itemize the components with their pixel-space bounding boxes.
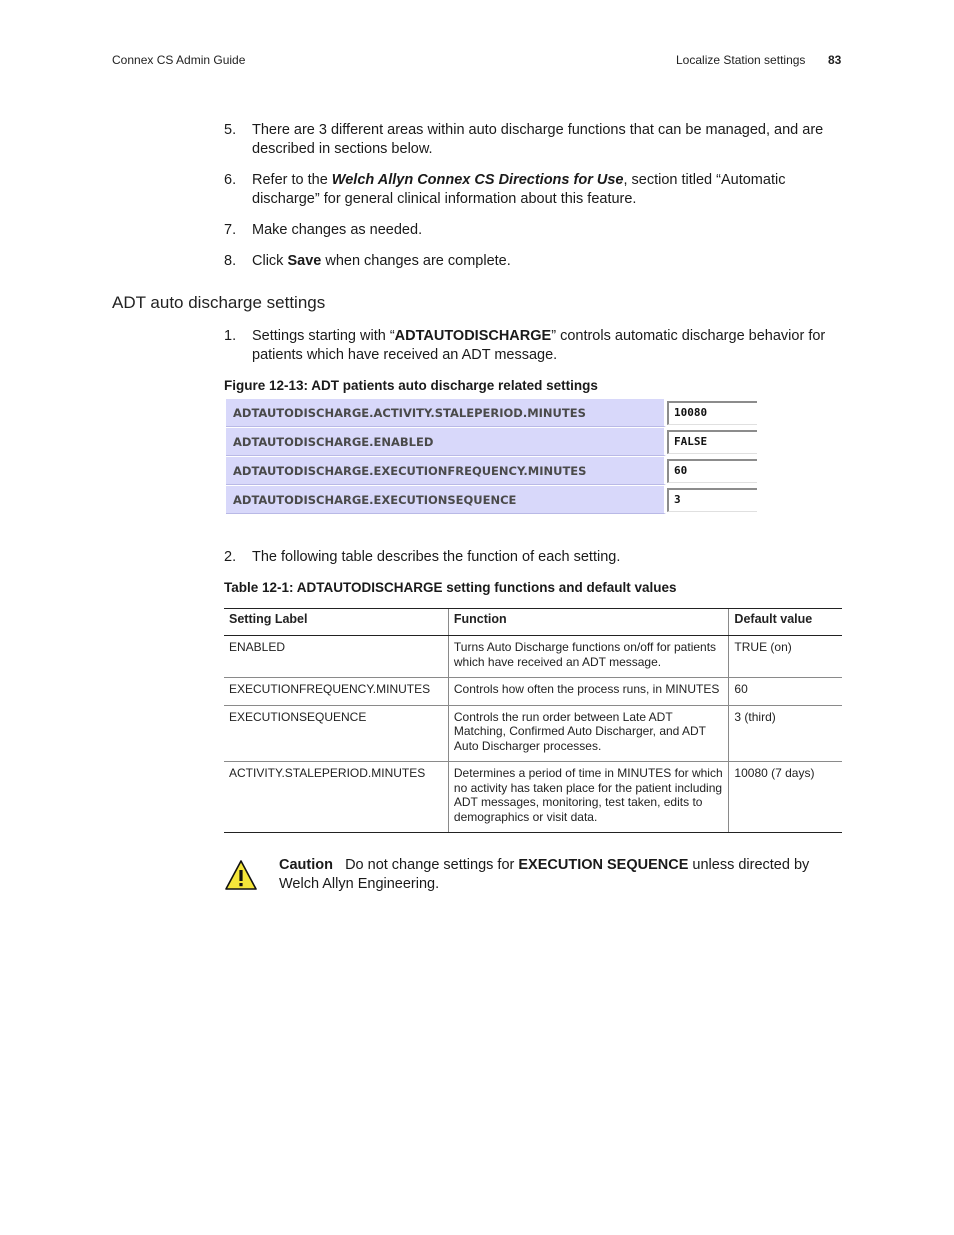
column-header: Setting Label [224,609,448,636]
step-number: 7. [224,222,237,238]
setting-prefix: ADTAUTODISCHARGE [394,328,552,344]
step-text-pre: Refer to the [252,172,332,188]
setting-row [226,399,757,427]
caution-text-pre: Do not change settings for [345,857,519,873]
table-header-row [224,609,842,636]
setting-value-field[interactable]: 3 [667,488,757,512]
setting-value-field[interactable]: FALSE [667,430,757,454]
table-caption: Table 12-1: ADTAUTODISCHARGE setting functions and default values [224,580,677,595]
step-text-pre: Settings starting with “ [252,328,395,344]
settings-figure [226,398,757,516]
step-number: 8. [224,253,237,269]
step-text-post: when changes are complete. [321,253,511,269]
step-text-post: , section titled “Automatic discharge” for general clinical information about this feature. [252,172,786,207]
table-row [224,678,842,706]
setting-key: ADTAUTODISCHARGE.ACTIVITY.STALEPERIOD.MINUTES [226,399,666,427]
setting-key: ADTAUTODISCHARGE.EXECUTIONFREQUENCY.MINUTES [226,457,666,485]
step-text: Make changes as needed. [252,222,423,238]
setting-row [226,457,757,485]
settings-function-table [224,608,842,833]
table-cell: ENABLED [224,636,448,678]
step-number: 5. [224,122,237,138]
setting-value-field[interactable]: 10080 [667,401,757,425]
page-number: 83 [828,53,842,67]
table-cell: EXECUTIONSEQUENCE [224,705,448,762]
setting-key: ADTAUTODISCHARGE.ENABLED [226,428,666,456]
doc-reference: Welch Allyn Connex CS Directions for Use [331,172,624,188]
table-cell: TRUE (on) [729,636,842,678]
warning-triangle-icon [224,859,258,891]
section-heading: ADT auto discharge settings [112,293,326,312]
step-text-pre: Click [252,253,288,269]
setting-key: ADTAUTODISCHARGE.EXECUTIONSEQUENCE [226,486,666,514]
step-7 [224,221,844,240]
step-5 [224,121,844,159]
table-cell: 10080 (7 days) [729,762,842,833]
step-text-post: ” controls automatic discharge behavior for patients which have received an ADT message. [252,328,826,363]
step-number: 1. [224,328,237,344]
table-cell: ACTIVITY.STALEPERIOD.MINUTES [224,762,448,833]
save-term: Save [287,253,322,269]
table-row [224,705,842,762]
column-header: Default value [729,609,842,636]
table-cell: Determines a period of time in MINUTES for which no activity has taken place for the patient including ADT messages, monitoring, test taken, edits to demographics or visit data. [448,762,729,833]
caution-label: Caution [279,857,333,873]
step-number: 2. [224,549,237,565]
step-text [252,327,844,365]
setting-row [226,428,757,456]
step-text [252,171,844,209]
setting-row [226,486,757,514]
step-2-table [224,548,844,567]
step-6 [224,171,844,209]
setting-value-field[interactable]: 60 [667,459,757,483]
table-row [224,636,842,678]
table-cell: Controls the run order between Late ADT Matching, Confirmed Auto Discharger, and ADT Auto Discharger processes. [448,705,729,762]
table-cell: 3 (third) [729,705,842,762]
figure-caption: Figure 12-13: ADT patients auto discharge related settings [224,378,598,393]
running-header-title: Connex CS Admin Guide [112,53,246,67]
caution-note [279,856,844,894]
table-cell: Controls how often the process runs, in MINUTES [448,678,729,706]
step-text: There are 3 different areas within auto discharge functions that can be managed, and are described in sections below. [252,122,824,157]
caution-text-post: unless directed by Welch Allyn Engineering. [279,857,810,892]
table-cell: EXECUTIONFREQUENCY.MINUTES [224,678,448,706]
column-header: Function [448,609,729,636]
step-text [252,252,844,271]
caution-emphasis: EXECUTION SEQUENCE [518,857,689,873]
table-cell: Turns Auto Discharge functions on/off for patients which have received an ADT message. [448,636,729,678]
step-text: The following table describes the function of each setting. [252,549,621,565]
table-cell: 60 [729,678,842,706]
running-header-section: Localize Station settings [676,53,806,67]
table-row [224,762,842,833]
step-8 [224,252,844,271]
step-1-adt [224,327,844,365]
step-number: 6. [224,172,237,188]
